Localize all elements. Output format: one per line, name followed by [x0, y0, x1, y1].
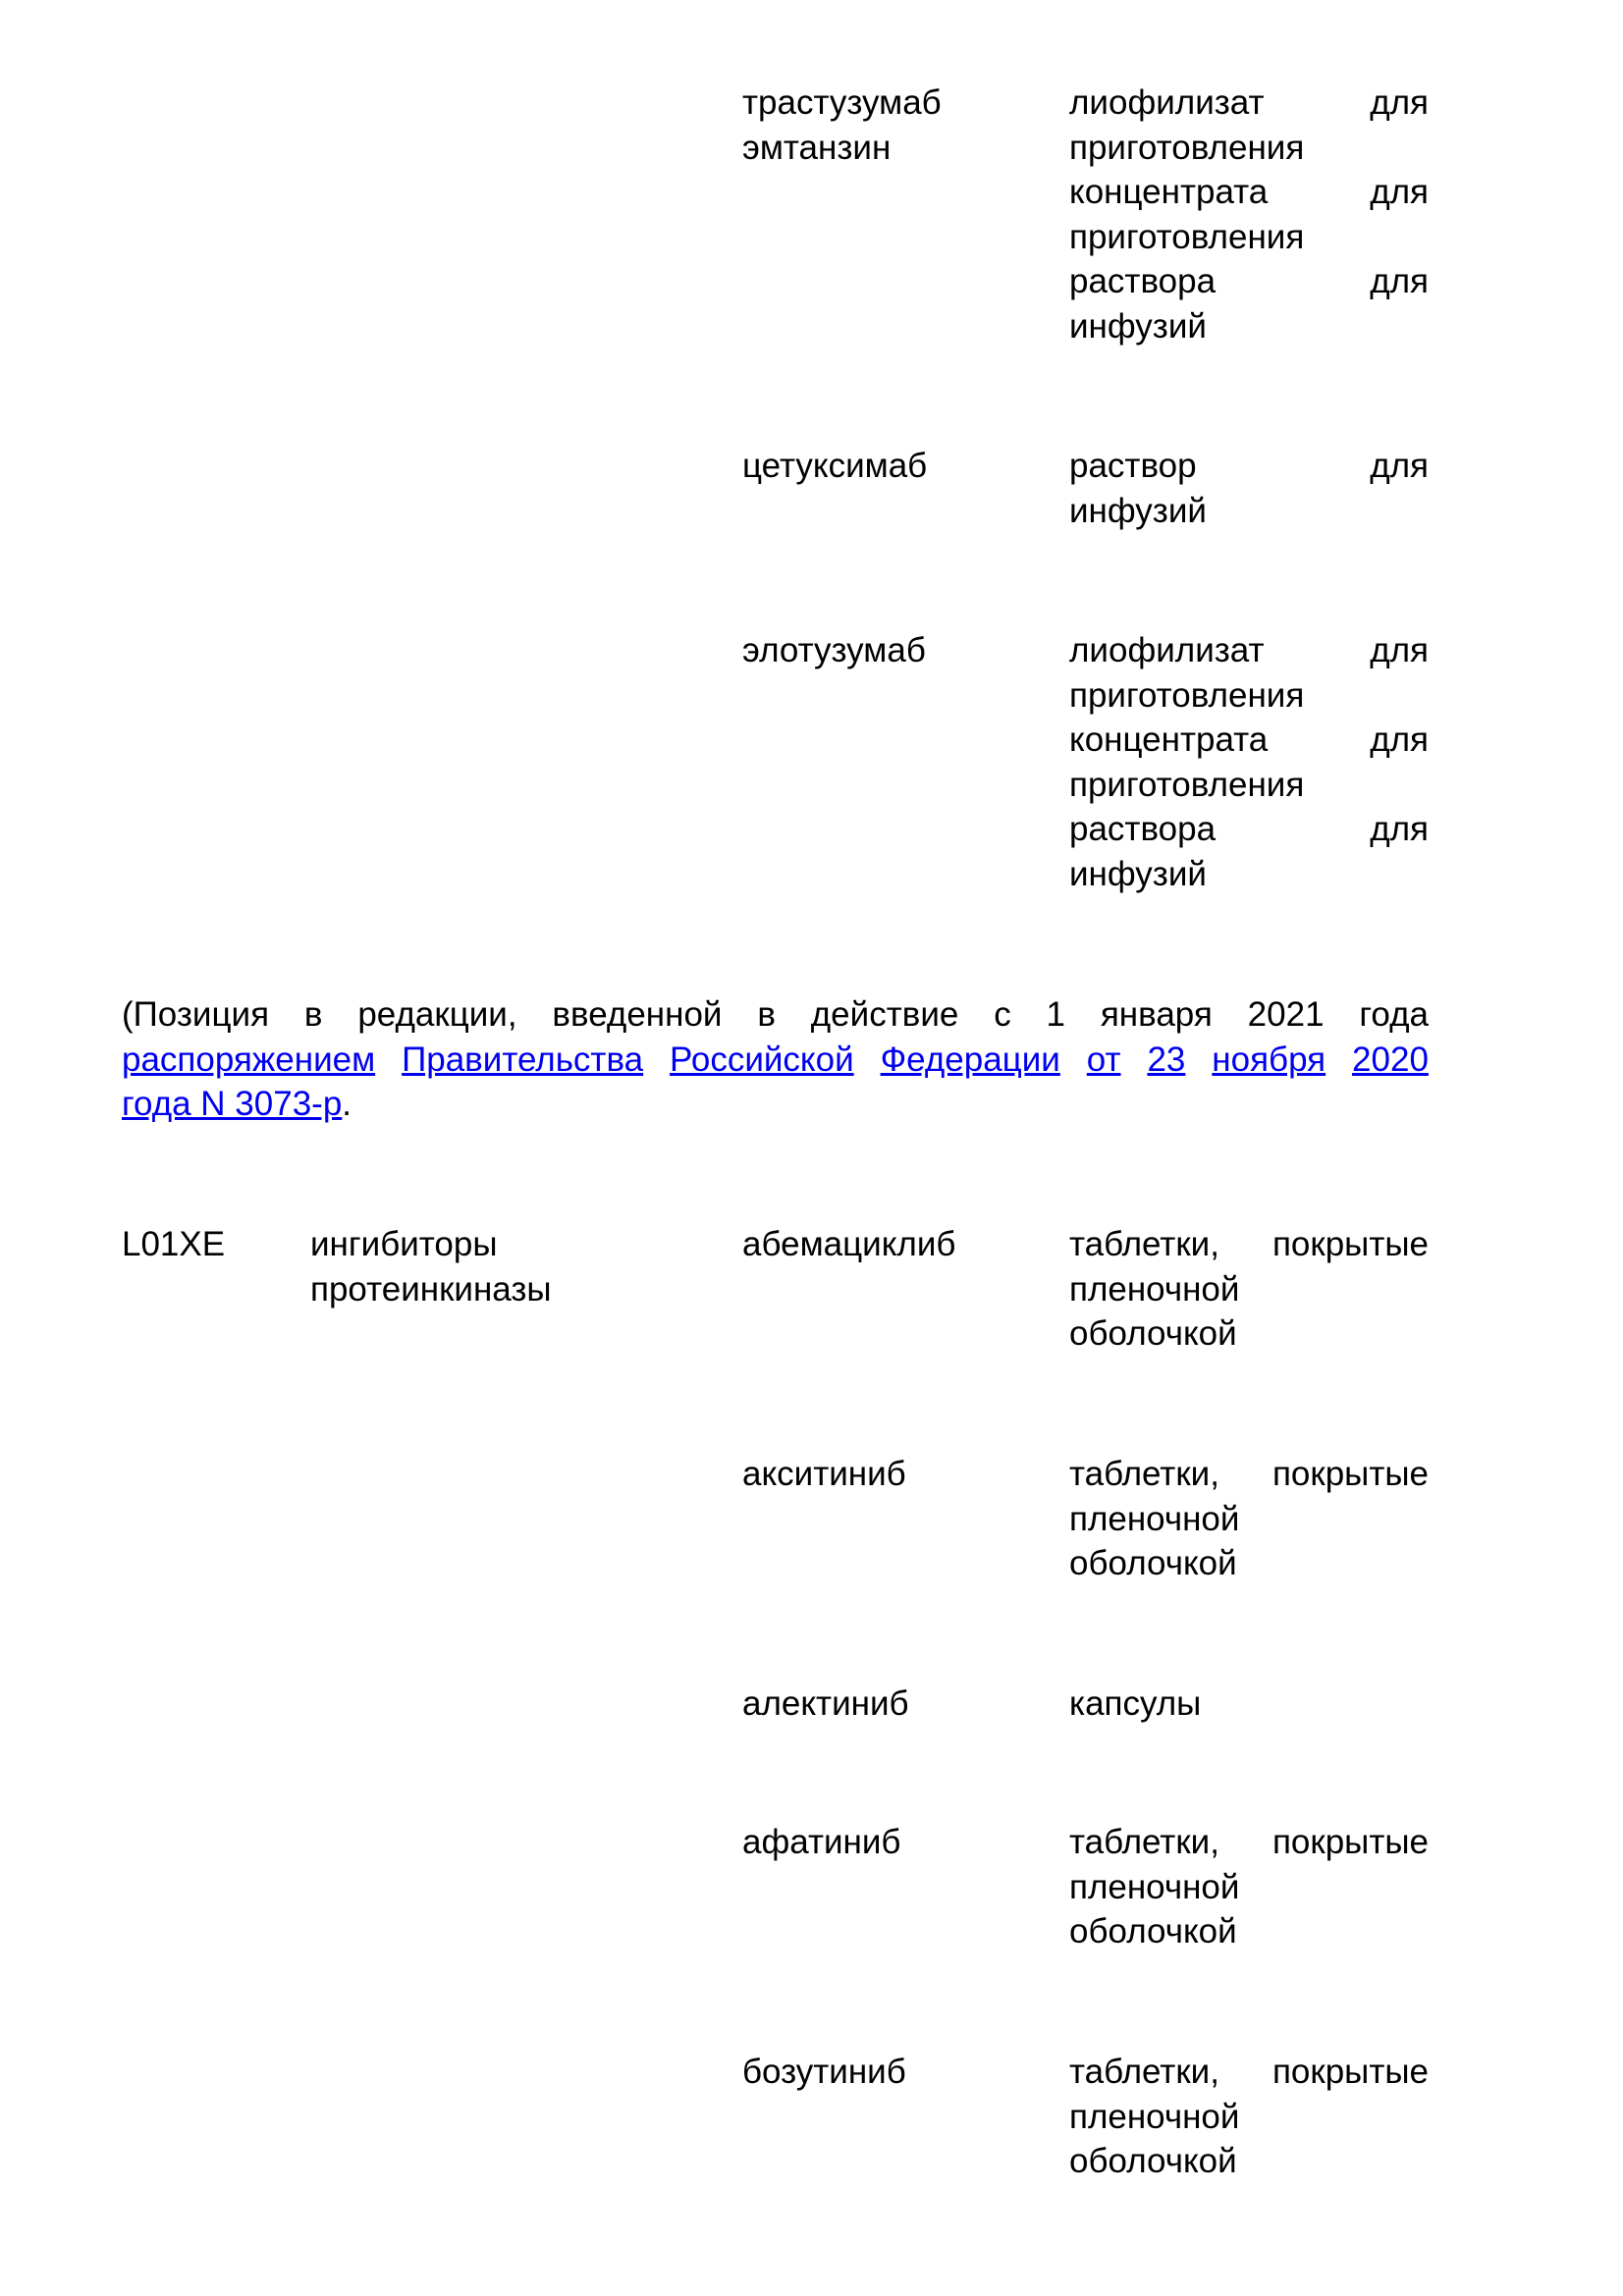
note-line-1 [122, 992, 1429, 1038]
dosage-form-line [1069, 1820, 1429, 1865]
dosage-form-line [1069, 1452, 1429, 1497]
note-tail: . [342, 1085, 352, 1123]
drug-name-line: бозутиниб [742, 2053, 906, 2091]
note-line-3 [122, 1082, 1429, 1127]
word: таблетки, [1069, 1455, 1219, 1493]
dosage-form-line [1069, 718, 1429, 763]
word: покрытые [1271, 1455, 1429, 1493]
drug-name-line: абемациклиб [742, 1225, 956, 1263]
atc-group-name [310, 1222, 552, 1311]
drug-name-trastuzumab-emtansine [742, 80, 942, 170]
word: введенной [552, 995, 723, 1034]
word: января [1100, 995, 1213, 1034]
dosage-form-elotuzumab [1069, 628, 1429, 896]
word: раствора [1069, 262, 1217, 300]
drug-name-cetuximab [742, 444, 927, 489]
word: редакции, [357, 995, 517, 1034]
dosage-form-line [1069, 170, 1429, 215]
dosage-form-line: приготовления [1069, 675, 1305, 715]
dosage-form-line [1069, 259, 1429, 304]
group-name-line: ингибиторы [310, 1225, 498, 1263]
word: для [1370, 447, 1429, 485]
dosage-form-line: оболочкой [1069, 1912, 1237, 1950]
drug-name-line: элотузумаб [742, 631, 926, 669]
dosage-form-line: пленочной [1069, 1867, 1240, 1906]
word: лиофилизат [1069, 83, 1265, 122]
dosage-form-afatinib [1069, 1820, 1429, 1954]
atc-code [122, 1222, 225, 1267]
dosage-form-bosutinib [1069, 2050, 1429, 2184]
drug-name-line: трастузумаб [742, 83, 942, 122]
dosage-form-line [1069, 1222, 1429, 1267]
dosage-form-line: оболочкой [1069, 2142, 1237, 2180]
dosage-form-line: оболочкой [1069, 1314, 1237, 1353]
word: года [1359, 995, 1429, 1034]
word: раствор [1069, 447, 1197, 485]
word: в [757, 995, 776, 1034]
dosage-form-line: инфузий [1069, 306, 1207, 346]
dosage-form-trastuzumab-emtansine [1069, 80, 1429, 348]
dosage-form-alectinib [1069, 1682, 1429, 1727]
dosage-form-cetuximab [1069, 444, 1429, 533]
dosage-form-line: пленочной [1069, 1499, 1240, 1538]
regulation-link-part[interactable]: от [1086, 1040, 1121, 1079]
drug-name-afatinib [742, 1820, 900, 1865]
dosage-form-line: пленочной [1069, 1269, 1240, 1308]
word: для [1370, 631, 1429, 669]
dosage-form-line [1069, 807, 1429, 852]
word: покрытые [1271, 1823, 1429, 1861]
dosage-form-line [1069, 2050, 1429, 2095]
dosage-form-line: приготовления [1069, 765, 1305, 804]
word: таблетки, [1069, 2053, 1219, 2091]
drug-name-elotuzumab [742, 628, 926, 673]
drug-name-line: алектиниб [742, 1684, 909, 1723]
drug-name-abemaciclib [742, 1222, 955, 1267]
word: концентрата [1069, 721, 1269, 759]
dosage-form-axitinib [1069, 1452, 1429, 1586]
regulation-link-part[interactable]: Российской [670, 1040, 854, 1079]
word: для [1370, 721, 1429, 759]
amendment-note [122, 992, 1429, 1127]
word: (Позиция [122, 995, 270, 1034]
word: покрытые [1271, 1225, 1429, 1263]
dosage-form-line: инфузий [1069, 854, 1207, 893]
dosage-form-line: приготовления [1069, 217, 1305, 256]
atc-code-text: L01XE [122, 1225, 226, 1263]
drug-name-line: эмтанзин [742, 128, 892, 167]
word: раствора [1069, 810, 1217, 848]
regulation-link-part[interactable]: ноября [1212, 1040, 1326, 1079]
drug-name-alectinib [742, 1682, 909, 1727]
drug-name-line: афатиниб [742, 1823, 901, 1861]
word: таблетки, [1069, 1823, 1219, 1861]
regulation-link[interactable]: года N 3073-р [122, 1085, 343, 1123]
dosage-form-line [1069, 444, 1429, 489]
word: лиофилизат [1069, 631, 1265, 669]
drug-name-bosutinib [742, 2050, 906, 2095]
dosage-form-line: приготовления [1069, 128, 1305, 167]
word: в [303, 995, 323, 1034]
regulation-link-part[interactable]: 23 [1147, 1040, 1186, 1079]
word: действие [810, 995, 959, 1034]
word: для [1370, 262, 1429, 300]
regulation-link-part[interactable]: 2020 [1352, 1040, 1429, 1079]
regulation-link-part[interactable]: распоряжением [122, 1040, 376, 1079]
dosage-form-line: пленочной [1069, 2097, 1240, 2136]
dosage-form-line: инфузий [1069, 491, 1207, 530]
dosage-form-line [1069, 628, 1429, 673]
drug-name-line: цетуксимаб [742, 447, 928, 485]
word: для [1370, 810, 1429, 848]
regulation-link-part[interactable]: Федерации [880, 1040, 1060, 1079]
word: 2021 [1247, 995, 1325, 1034]
dosage-form-line: капсулы [1069, 1684, 1202, 1723]
dosage-form-line: оболочкой [1069, 1544, 1237, 1582]
word: 1 [1046, 995, 1065, 1034]
dosage-form-line [1069, 80, 1429, 126]
word: покрытые [1271, 2053, 1429, 2091]
regulation-link-part[interactable]: Правительства [402, 1040, 644, 1079]
word: таблетки, [1069, 1225, 1219, 1263]
group-name-line: протеинкиназы [310, 1269, 552, 1308]
word: для [1370, 173, 1429, 211]
drug-name-line: акситиниб [742, 1455, 906, 1493]
drug-name-axitinib [742, 1452, 906, 1497]
word: для [1370, 83, 1429, 122]
word: концентрата [1069, 173, 1269, 211]
dosage-form-abemaciclib [1069, 1222, 1429, 1357]
word: с [994, 995, 1011, 1034]
note-line-2 [122, 1038, 1429, 1083]
